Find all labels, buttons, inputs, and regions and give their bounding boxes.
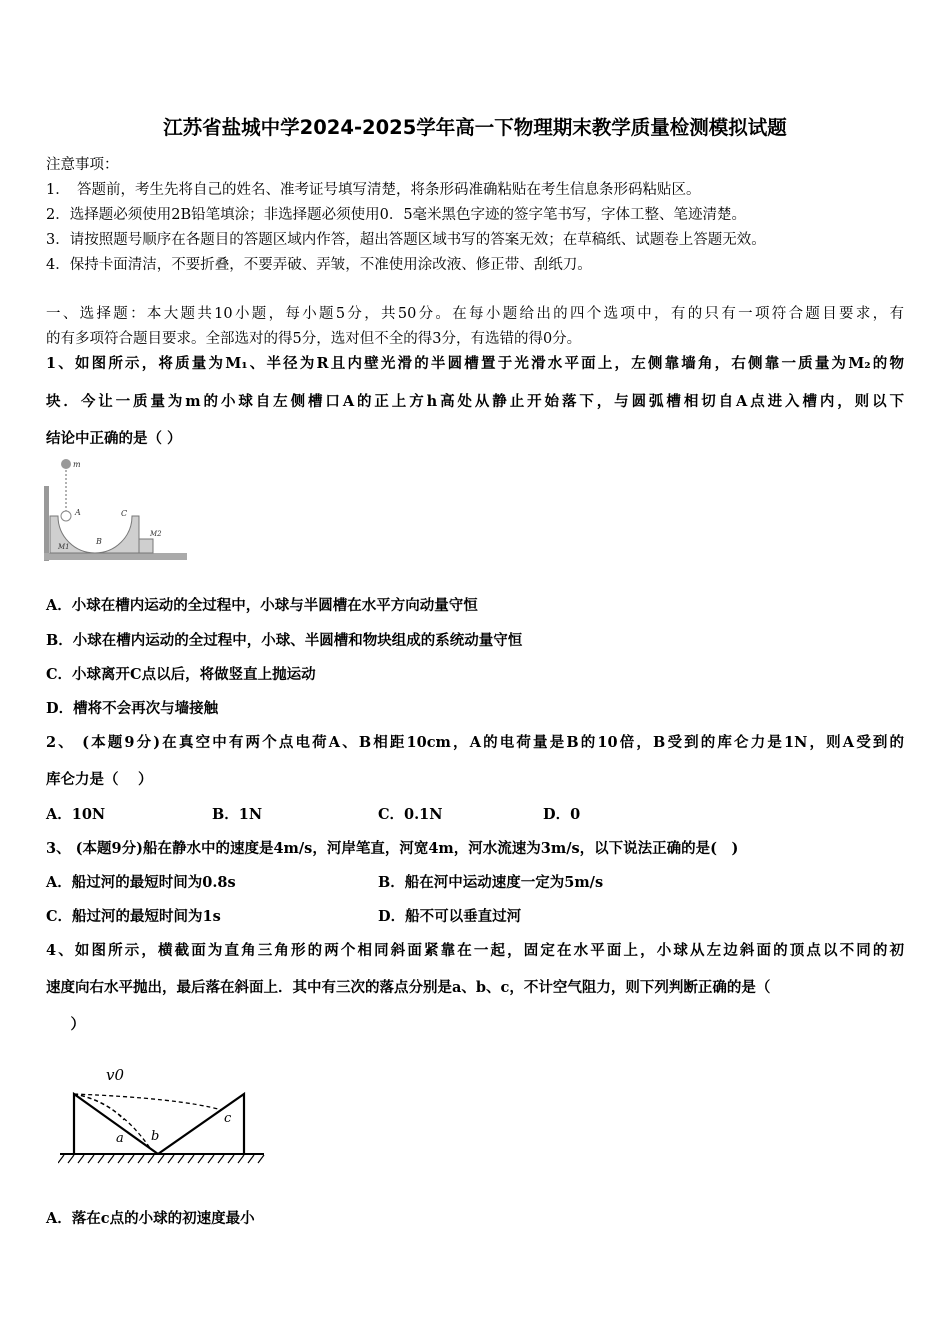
trajectory-a (74, 1094, 124, 1120)
label-A: A (75, 508, 81, 517)
q1-stem-line: 1、如图所示，将质量为M₁、半径为R且内壁光滑的半圆槽置于光滑水平面上，左侧靠墙角，右侧靠一质量为M₂的物 (46, 355, 904, 372)
notice-item: 4．保持卡面清洁，不要折叠，不要弄破、弄皱，不准使用涂改液、修正带、刮纸刀。 (46, 257, 592, 273)
wall (44, 486, 49, 561)
label-M1: M1 (58, 543, 70, 551)
q1-figure-semicircle-groove (44, 456, 190, 566)
q2-stem-line: 库仑力是（ ） (46, 771, 153, 788)
q3-option: B．船在河中运动速度一定为5m/s (378, 874, 604, 891)
q1-option: C．小球离开C点以后，将做竖直上抛运动 (46, 666, 316, 683)
ground-hatching (58, 1155, 264, 1163)
label-C: C (121, 509, 128, 518)
label-v0: v0 (106, 1066, 125, 1084)
block-M2 (139, 539, 153, 553)
trajectory-c (74, 1094, 222, 1110)
label-B: B (96, 537, 102, 546)
section-instructions: 的有多项符合题目要求。全部选对的得5分，选对但不全的得3分，有选错的得0分。 (46, 331, 582, 347)
q4-option: A．落在c点的小球的初速度最小 (46, 1210, 255, 1227)
ball-at-A-icon (61, 511, 71, 521)
page-title: 江苏省盐城中学2024-2025学年高一下物理期末教学质量检测模拟试题 (163, 116, 787, 139)
ground (44, 553, 187, 560)
q4-stem-line: ） (56, 1016, 85, 1033)
q3-option: C．船过河的最短时间为1s (46, 908, 221, 925)
q2-option: C．0.1N (378, 806, 443, 823)
notice-heading: 注意事项： (46, 157, 119, 173)
q4-stem-line: 4、如图所示，横截面为直角三角形的两个相同斜面紧靠在一起，固定在水平面上，小球从左边斜面的顶点以不同的初 (46, 942, 904, 959)
q4-stem-line: 速度向右水平抛出，最后落在斜面上．其中有三次的落点分别是a、b、c，不计空气阻力，则下列判断正确的是（ (46, 979, 771, 996)
notice-item: 1． 答题前，考生先将自己的姓名、准考证号填写清楚，将条形码准确粘贴在考生信息条形码粘贴区。 (46, 182, 701, 198)
q2-option: B．1N (212, 806, 263, 823)
q2-option: D．0 (543, 806, 581, 823)
q1-option: A．小球在槽内运动的全过程中，小球与半圆槽在水平方向动量守恒 (46, 597, 478, 614)
q4-figure-inclines (58, 1058, 268, 1168)
q2-stem-line: 2、 (本题9分)在真空中有两个点电荷A、B相距10cm，A的电荷量是B的10倍，B受到的库仑力是1N，则A受到的 (46, 734, 904, 751)
label-m: m (73, 460, 81, 469)
notice-item: 3．请按照题号顺序在各题目的答题区域内作答，超出答题区域书写的答案无效；在草稿纸、试题卷上答题无效。 (46, 232, 766, 248)
label-c: c (224, 1111, 232, 1126)
q3-option: A．船过河的最短时间为0.8s (46, 874, 236, 891)
q1-stem-line: 结论中正确的是（ ） (46, 430, 182, 447)
label-b: b (151, 1129, 160, 1144)
q3-option: D．船不可以垂直过河 (378, 908, 522, 925)
q2-option: A．10N (46, 806, 106, 823)
q1-option: B．小球在槽内运动的全过程中，小球、半圆槽和物块组成的系统动量守恒 (46, 632, 523, 649)
label-M2: M2 (150, 530, 162, 538)
ball-icon (61, 459, 71, 469)
section-heading: 一、选择题：本大题共10小题，每小题5分，共50分。在每小题给出的四个选项中，有的只有一项符合题目要求，有 (46, 306, 904, 322)
q1-stem-line: 块．今让一质量为m的小球自左侧槽口A的正上方h高处从静止开始落下，与圆弧槽相切自A点进入槽内，则以下 (46, 393, 904, 410)
q1-option: D．槽将不会再次与墙接触 (46, 700, 219, 717)
label-a: a (116, 1131, 124, 1146)
notice-item: 2．选择题必须使用2B铅笔填涂；非选择题必须使用0．5毫米黑色字迹的签字笔书写，字体工整、笔迹清楚。 (46, 207, 747, 223)
q3-stem-line: 3、 (本题9分)船在静水中的速度是4m/s，河岸笔直，河宽4m，河水流速为3m/s，以下说法正确的是( ) (46, 840, 739, 857)
